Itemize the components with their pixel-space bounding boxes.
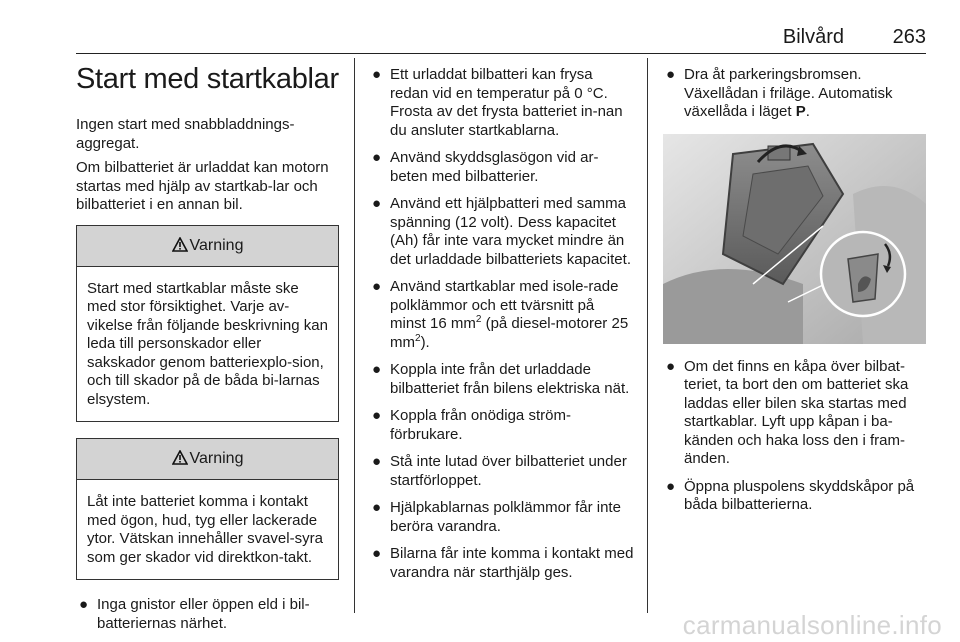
bullet-icon: ● bbox=[372, 278, 382, 295]
list-item: ● Dra åt parkeringsbromsen. Växellådan i friläge. Automatisk växellåda i läget P. bbox=[666, 66, 893, 120]
bullet-icon: ● bbox=[372, 149, 382, 166]
bullet-icon: ● bbox=[372, 545, 382, 562]
bullet-list bbox=[76, 596, 339, 633]
list-item: ● Ett urladdat bilbatteri kan frysa redan vid en temperatur på 0 °C. Frosta av det frysta batteriet in-nan du ansluter startkablarna. bbox=[372, 66, 623, 139]
list-item: ● Koppla från onödiga ström-förbrukare. bbox=[372, 407, 571, 443]
bullet-icon: ● bbox=[372, 453, 382, 470]
bullet-list bbox=[663, 66, 926, 122]
list-item: ● Stå inte lutad över bilbatteriet under startförloppet. bbox=[372, 453, 627, 489]
bullet-icon: ● bbox=[666, 477, 676, 495]
section-name: Bilvård bbox=[782, 26, 844, 48]
bullet-icon: ● bbox=[372, 195, 382, 212]
column-1 bbox=[76, 58, 339, 642]
list-item: ● Om det finns en kåpa över bilbat-teriet, ta bort den om batteriet ska laddas eller bilen ska startas med startkablar. Lyft upp kåpan i ba-känden och haka loss den i fram-änden. bbox=[666, 357, 909, 467]
bullet-icon: ● bbox=[666, 66, 676, 83]
warning-icon bbox=[172, 441, 188, 481]
bullet-list bbox=[663, 358, 926, 515]
warning-label: Varning bbox=[189, 450, 244, 467]
bullet-list bbox=[369, 66, 634, 582]
column-divider bbox=[647, 58, 648, 613]
column-2 bbox=[369, 66, 634, 591]
intro-paragraph: Ingen start med snabbladdnings-aggregat. bbox=[76, 116, 295, 152]
intro-paragraph: Om bilbatteriet är urladdat kan motorn startas med hjälp av startkab-lar och bilbatteriet i en annan bil. bbox=[76, 159, 329, 213]
column-divider bbox=[354, 58, 355, 613]
warning-header bbox=[77, 439, 338, 480]
watermark: carmanualsonline.info bbox=[682, 610, 942, 640]
bullet-icon: ● bbox=[372, 66, 382, 83]
list-item: ● Använd ett hjälpbatteri med samma spänning (12 volt). Dess kapacitet (Ah) får inte vara mycket mindre än det urladdade bilbatteriets kapacitet. bbox=[372, 195, 631, 268]
list-item: ● Inga gnistor eller öppen eld i bil-batteriernas närhet. bbox=[79, 596, 310, 632]
list-item: ● Bilarna får inte komma i kontakt med varandra när starthjälp ges. bbox=[372, 545, 634, 581]
column-3 bbox=[663, 66, 926, 524]
warning-header bbox=[77, 226, 338, 267]
warning-label: Varning bbox=[189, 236, 244, 254]
list-item: ● Hjälpkablarnas polklämmor får inte beröra varandra. bbox=[372, 499, 621, 535]
warning-icon bbox=[172, 228, 188, 268]
warning-box bbox=[76, 225, 339, 423]
header-rule bbox=[76, 53, 926, 54]
bullet-icon: ● bbox=[372, 361, 382, 378]
bullet-icon: ● bbox=[372, 499, 382, 516]
bullet-icon: ● bbox=[666, 357, 676, 375]
list-item: ● Öppna pluspolens skyddskåpor på båda bilbatterierna. bbox=[666, 477, 915, 513]
list-item: ● Använd startkablar med isole-rade polklämmor och ett tvärsnitt på minst 16 $mm^2$ (på diesel-motorer 25 $mm^2$). bbox=[372, 278, 629, 351]
list-item: ● Koppla inte från det urladdade bilbatteriet från bilens elektriska nät. bbox=[372, 361, 630, 397]
warning-text: Start med startkablar måste ske med stor försiktighet. Varje av-vikelse från följande beskrivning kan leda till personskador eller sakskador genom batteriexplo-sion, och till skador på de båda bi-larnas elsystem. bbox=[87, 279, 328, 408]
page-title: Start med startkablar bbox=[76, 63, 339, 95]
bullet-icon: ● bbox=[372, 407, 382, 424]
battery-cover-photo bbox=[663, 134, 926, 344]
warning-box bbox=[76, 438, 339, 580]
list-item: ● Använd skyddsglasögon vid ar-beten med bilbatterier. bbox=[372, 149, 599, 185]
page-number: 263 bbox=[892, 26, 926, 48]
warning-text: Låt inte batteriet komma i kontakt med ögon, hud, tyg eller lackerade ytor. Vätskan innehåller svavel-syra som ger skador vid direktkon-takt. bbox=[87, 493, 323, 566]
page-header bbox=[76, 26, 926, 52]
bullet-icon: ● bbox=[79, 596, 89, 613]
